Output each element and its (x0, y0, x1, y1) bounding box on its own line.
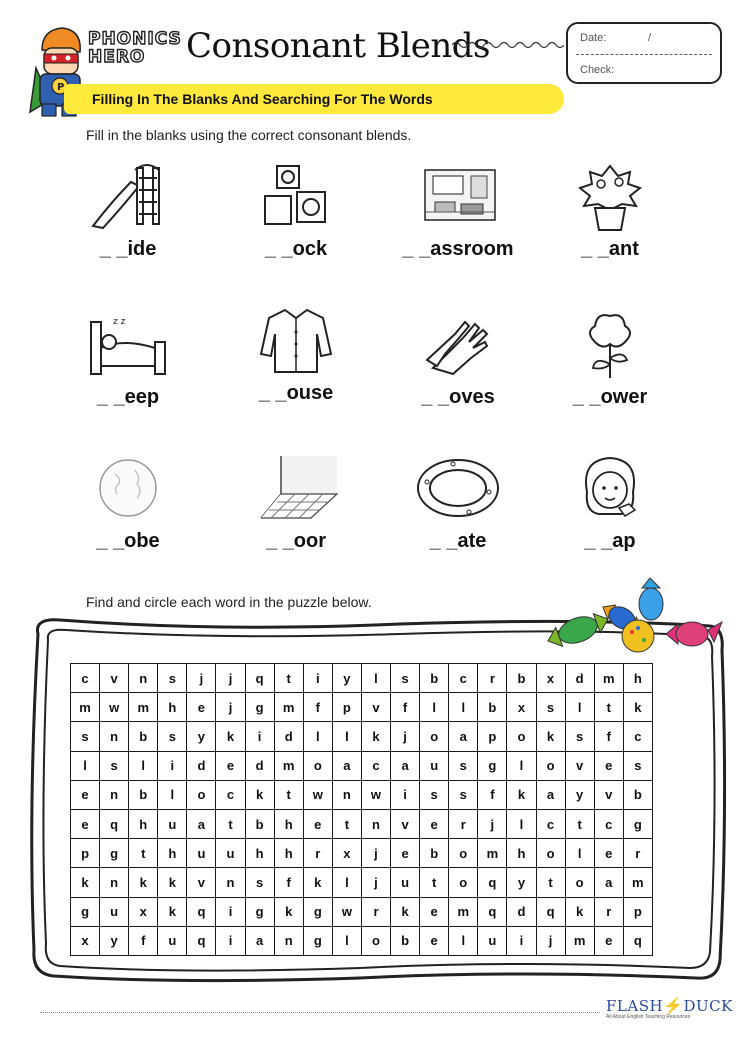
puzzle-cell[interactable]: n (332, 780, 361, 809)
puzzle-cell[interactable]: f (391, 693, 420, 722)
puzzle-cell[interactable]: i (391, 780, 420, 809)
puzzle-cell[interactable]: r (361, 897, 390, 926)
blouse-icon (251, 304, 341, 376)
puzzle-cell[interactable]: b (391, 926, 420, 955)
puzzle-cell[interactable]: a (245, 926, 274, 955)
puzzle-row (71, 751, 653, 780)
puzzle-cell[interactable]: k (71, 868, 100, 897)
puzzle-cell[interactable]: i (245, 722, 274, 751)
puzzle-cell[interactable]: r (478, 664, 507, 693)
puzzle-cell[interactable]: n (361, 809, 390, 838)
svg-text:P: P (57, 82, 65, 93)
puzzle-cell[interactable]: t (274, 664, 303, 693)
puzzle-cell[interactable]: r (623, 839, 652, 868)
puzzle-cell[interactable]: b (129, 722, 158, 751)
puzzle-cell[interactable]: o (420, 722, 449, 751)
puzzle-cell[interactable]: t (565, 809, 594, 838)
puzzle-cell[interactable]: c (71, 664, 100, 693)
word-suffix: ouse (286, 382, 334, 404)
plant-icon (565, 160, 655, 232)
puzzle-cell[interactable]: e (594, 839, 623, 868)
puzzle-cell[interactable]: l (449, 926, 478, 955)
puzzle-cell[interactable]: h (158, 839, 187, 868)
puzzle-cell[interactable]: o (449, 868, 478, 897)
puzzle-cell[interactable]: n (274, 926, 303, 955)
puzzle-cell[interactable]: s (391, 664, 420, 693)
puzzle-cell[interactable]: u (216, 839, 245, 868)
puzzle-cell[interactable]: d (187, 751, 216, 780)
puzzle-cell[interactable]: u (100, 897, 129, 926)
brand-line2: HERO (88, 47, 146, 67)
puzzle-cell[interactable]: w (100, 693, 129, 722)
blank-word (68, 238, 188, 261)
puzzle-cell[interactable]: m (274, 693, 303, 722)
word-search-grid (70, 663, 653, 956)
svg-text:z z: z z (113, 317, 126, 327)
puzzle-cell[interactable]: c (449, 664, 478, 693)
gloves-icon (413, 308, 503, 380)
puzzle-cell[interactable]: c (361, 751, 390, 780)
puzzle-cell[interactable]: l (71, 751, 100, 780)
puzzle-cell[interactable]: j (391, 722, 420, 751)
puzzle-cell[interactable]: n (100, 868, 129, 897)
puzzle-cell[interactable]: g (478, 751, 507, 780)
footer-divider (40, 1012, 600, 1013)
blank-item (550, 308, 670, 409)
blank-placeholder: _ _ (258, 382, 287, 404)
blank-item (236, 160, 356, 261)
puzzle-cell[interactable]: l (361, 664, 390, 693)
puzzle-cell[interactable]: y (565, 780, 594, 809)
puzzle-cell[interactable]: o (507, 722, 536, 751)
puzzle-cell[interactable]: l (420, 693, 449, 722)
puzzle-cell[interactable]: f (594, 722, 623, 751)
puzzle-cell[interactable]: l (332, 722, 361, 751)
puzzle-cell[interactable]: c (536, 809, 565, 838)
puzzle-cell[interactable]: x (71, 926, 100, 955)
puzzle-cell[interactable]: x (507, 693, 536, 722)
puzzle-cell[interactable]: j (478, 809, 507, 838)
date-check-box (566, 22, 722, 84)
puzzle-cell[interactable]: s (623, 751, 652, 780)
blank-placeholder: _ _ (99, 238, 128, 260)
puzzle-cell[interactable]: k (361, 722, 390, 751)
puzzle-row (71, 722, 653, 751)
puzzle-cell[interactable]: b (420, 664, 449, 693)
puzzle-cell[interactable]: f (478, 780, 507, 809)
puzzle-cell[interactable]: u (478, 926, 507, 955)
blank-item (68, 160, 188, 261)
puzzle-row (71, 780, 653, 809)
puzzle-cell[interactable]: t (332, 809, 361, 838)
blank-word (68, 530, 188, 553)
puzzle-cell[interactable]: b (129, 780, 158, 809)
blank-item (398, 160, 518, 261)
puzzle-cell[interactable]: m (478, 839, 507, 868)
puzzle-cell[interactable]: n (100, 780, 129, 809)
puzzle-row (71, 897, 653, 926)
puzzle-cell[interactable]: u (158, 926, 187, 955)
blank-placeholder: _ _ (265, 530, 294, 552)
puzzle-cell[interactable]: h (507, 839, 536, 868)
puzzle-cell[interactable]: o (449, 839, 478, 868)
puzzle-cell[interactable]: w (361, 780, 390, 809)
puzzle-cell[interactable]: t (536, 868, 565, 897)
plate-icon (413, 452, 503, 524)
puzzle-cell[interactable]: u (420, 751, 449, 780)
puzzle-row (71, 868, 653, 897)
blank-item (398, 452, 518, 553)
puzzle-row (71, 664, 653, 693)
puzzle-row (71, 926, 653, 955)
puzzle-cell[interactable]: n (100, 722, 129, 751)
puzzle-cell[interactable]: j (216, 693, 245, 722)
candies-decoration (538, 572, 728, 662)
puzzle-cell[interactable]: v (187, 868, 216, 897)
puzzle-cell[interactable]: u (187, 839, 216, 868)
puzzle-cell[interactable]: t (420, 868, 449, 897)
puzzle-cell[interactable]: a (449, 722, 478, 751)
puzzle-cell[interactable]: d (245, 751, 274, 780)
puzzle-cell[interactable]: g (245, 897, 274, 926)
puzzle-cell[interactable]: s (536, 693, 565, 722)
puzzle-cell[interactable]: b (507, 664, 536, 693)
puzzle-cell[interactable]: d (274, 722, 303, 751)
puzzle-cell[interactable]: w (332, 897, 361, 926)
puzzle-cell[interactable]: k (507, 780, 536, 809)
puzzle-cell[interactable]: j (361, 839, 390, 868)
phonics-hero-logo-text (88, 30, 180, 76)
puzzle-cell[interactable]: v (391, 809, 420, 838)
blank-word (68, 386, 188, 409)
puzzle-cell[interactable]: a (187, 809, 216, 838)
puzzle-cell[interactable]: t (129, 839, 158, 868)
puzzle-row (71, 693, 653, 722)
puzzle-cell[interactable]: f (303, 693, 332, 722)
puzzle-cell[interactable]: k (158, 897, 187, 926)
puzzle-cell[interactable]: a (536, 780, 565, 809)
puzzle-cell[interactable]: k (129, 868, 158, 897)
puzzle-cell[interactable]: u (391, 868, 420, 897)
classroom-icon (413, 160, 503, 232)
puzzle-cell[interactable]: e (420, 897, 449, 926)
blank-word (236, 382, 356, 405)
puzzle-cell[interactable]: g (100, 839, 129, 868)
word-suffix: ant (608, 238, 639, 260)
puzzle-cell[interactable]: h (623, 664, 652, 693)
blank-placeholder: _ _ (402, 238, 431, 260)
puzzle-cell[interactable]: e (71, 809, 100, 838)
puzzle-cell[interactable]: s (100, 751, 129, 780)
puzzle-cell[interactable]: s (565, 722, 594, 751)
puzzle-cell[interactable]: c (594, 809, 623, 838)
puzzle-cell[interactable]: i (303, 664, 332, 693)
puzzle-cell[interactable]: q (187, 926, 216, 955)
puzzle-cell[interactable]: r (449, 809, 478, 838)
puzzle-cell[interactable]: b (478, 693, 507, 722)
puzzle-cell[interactable]: x (129, 897, 158, 926)
check-label: Check: (580, 64, 615, 76)
puzzle-cell[interactable]: m (129, 693, 158, 722)
blank-word (236, 530, 356, 553)
puzzle-cell[interactable]: d (507, 897, 536, 926)
puzzle-cell[interactable]: q (536, 897, 565, 926)
puzzle-cell[interactable]: x (536, 664, 565, 693)
puzzle-cell[interactable]: s (449, 780, 478, 809)
girl-clapping-icon (565, 452, 655, 524)
blank-item (236, 452, 356, 553)
puzzle-cell[interactable]: f (129, 926, 158, 955)
blank-placeholder: _ _ (429, 530, 458, 552)
puzzle-cell[interactable]: k (274, 897, 303, 926)
puzzle-cell[interactable]: f (274, 868, 303, 897)
blank-word (398, 386, 518, 409)
word-suffix: obe (124, 530, 160, 552)
word-suffix: ock (292, 238, 328, 260)
puzzle-cell[interactable]: j (361, 868, 390, 897)
globe-icon (83, 452, 173, 524)
puzzle-cell[interactable]: p (332, 693, 361, 722)
puzzle-cell[interactable]: k (391, 897, 420, 926)
puzzle-cell[interactable]: k (216, 722, 245, 751)
puzzle-cell[interactable]: n (129, 664, 158, 693)
puzzle-cell[interactable]: u (158, 809, 187, 838)
puzzle-cell[interactable]: b (420, 839, 449, 868)
puzzle-cell[interactable]: t (594, 693, 623, 722)
puzzle-cell[interactable]: g (71, 897, 100, 926)
puzzle-cell[interactable]: v (100, 664, 129, 693)
puzzle-cell[interactable]: o (565, 868, 594, 897)
puzzle-cell[interactable]: c (623, 722, 652, 751)
word-suffix: ap (612, 530, 636, 552)
date-divider (576, 54, 712, 55)
puzzle-cell[interactable]: s (71, 722, 100, 751)
puzzle-cell[interactable]: c (216, 780, 245, 809)
puzzle-cell[interactable]: k (623, 693, 652, 722)
puzzle-cell[interactable]: s (449, 751, 478, 780)
puzzle-cell[interactable]: y (100, 926, 129, 955)
puzzle-cell[interactable]: b (245, 809, 274, 838)
puzzle-cell[interactable]: a (594, 868, 623, 897)
puzzle-cell[interactable]: o (536, 839, 565, 868)
word-suffix: eep (124, 386, 160, 408)
blank-placeholder: _ _ (264, 238, 293, 260)
puzzle-cell[interactable]: s (158, 722, 187, 751)
puzzle-cell[interactable]: d (565, 664, 594, 693)
word-suffix: ower (600, 386, 648, 408)
puzzle-cell[interactable]: e (303, 809, 332, 838)
puzzle-cell[interactable]: m (71, 693, 100, 722)
puzzle-cell[interactable]: g (623, 809, 652, 838)
blank-placeholder: _ _ (584, 530, 613, 552)
puzzle-cell[interactable]: e (216, 751, 245, 780)
puzzle-cell[interactable]: i (158, 751, 187, 780)
puzzle-cell[interactable]: k (158, 868, 187, 897)
puzzle-cell[interactable]: x (332, 839, 361, 868)
puzzle-cell[interactable]: p (71, 839, 100, 868)
puzzle-cell[interactable]: q (478, 897, 507, 926)
puzzle-row (71, 839, 653, 868)
puzzle-cell[interactable]: p (478, 722, 507, 751)
tagline-left: All About English (606, 1014, 644, 1020)
puzzle-cell[interactable]: t (216, 809, 245, 838)
puzzle-cell[interactable]: k (303, 868, 332, 897)
puzzle-cell[interactable]: q (245, 664, 274, 693)
word-suffix: oves (449, 386, 495, 408)
blank-word (550, 238, 670, 261)
sleeping-person-icon (83, 308, 173, 380)
floor-icon (251, 452, 341, 524)
blank-placeholder: _ _ (581, 238, 609, 260)
puzzle-cell[interactable]: i (216, 897, 245, 926)
puzzle-cell[interactable]: n (216, 868, 245, 897)
brand-left: FLASH (606, 997, 664, 1015)
puzzle-cell[interactable]: s (245, 868, 274, 897)
blocks-icon (251, 160, 341, 232)
blank-word (550, 530, 670, 553)
puzzle-cell[interactable]: m (274, 751, 303, 780)
puzzle-cell[interactable]: l (129, 751, 158, 780)
puzzle-cell[interactable]: j (187, 664, 216, 693)
tagline-right: Teaching Resources (644, 1014, 691, 1020)
puzzle-cell[interactable]: s (158, 664, 187, 693)
find-instruction: Find and circle each word in the puzzle below. (86, 594, 372, 610)
puzzle-cell[interactable]: y (187, 722, 216, 751)
puzzle-cell[interactable]: m (594, 664, 623, 693)
puzzle-cell[interactable]: l (565, 839, 594, 868)
puzzle-cell[interactable]: l (507, 751, 536, 780)
blank-item (550, 452, 670, 553)
puzzle-cell[interactable]: q (623, 926, 652, 955)
puzzle-cell[interactable]: y (332, 664, 361, 693)
puzzle-cell[interactable]: l (565, 693, 594, 722)
squiggle-decoration (452, 38, 564, 52)
puzzle-row (71, 809, 653, 838)
puzzle-cell[interactable]: o (361, 926, 390, 955)
blank-placeholder: _ _ (96, 386, 125, 408)
puzzle-cell[interactable]: k (536, 722, 565, 751)
puzzle-cell[interactable]: r (594, 897, 623, 926)
blank-word (398, 238, 518, 261)
word-suffix: assroom (430, 238, 514, 260)
blank-item (236, 304, 356, 405)
puzzle-cell[interactable]: k (565, 897, 594, 926)
brand-right: DUCK (683, 997, 733, 1015)
puzzle-cell[interactable]: l (158, 780, 187, 809)
blank-word (550, 386, 670, 409)
puzzle-cell[interactable]: o (303, 751, 332, 780)
flower-icon (565, 308, 655, 380)
date-label: Date: (580, 32, 607, 44)
puzzle-cell[interactable]: m (623, 868, 652, 897)
puzzle-cell[interactable]: a (332, 751, 361, 780)
puzzle-cell[interactable]: i (216, 926, 245, 955)
blank-placeholder: _ _ (96, 530, 125, 552)
puzzle-cell[interactable]: e (420, 809, 449, 838)
puzzle-cell[interactable]: h (274, 809, 303, 838)
puzzle-cell[interactable]: e (187, 693, 216, 722)
puzzle-cell[interactable]: l (507, 809, 536, 838)
puzzle-cell[interactable]: i (507, 926, 536, 955)
puzzle-cell[interactable]: j (536, 926, 565, 955)
date-separator: / (648, 32, 652, 44)
puzzle-cell[interactable]: q (100, 809, 129, 838)
puzzle-cell[interactable]: t (274, 780, 303, 809)
puzzle-cell[interactable]: h (129, 809, 158, 838)
puzzle-cell[interactable]: m (565, 926, 594, 955)
puzzle-cell[interactable]: v (594, 780, 623, 809)
word-suffix: ate (457, 530, 487, 552)
puzzle-cell[interactable]: p (623, 897, 652, 926)
puzzle-cell[interactable]: y (507, 868, 536, 897)
lightning-icon: ⚡ (663, 996, 684, 1015)
puzzle-cell[interactable]: g (303, 926, 332, 955)
flashduck-logo (606, 996, 733, 1024)
puzzle-cell[interactable]: e (594, 926, 623, 955)
blank-item (68, 452, 188, 553)
puzzle-cell[interactable]: k (245, 780, 274, 809)
blank-placeholder: _ _ (421, 386, 450, 408)
blank-word (398, 530, 518, 553)
puzzle-cell[interactable]: b (623, 780, 652, 809)
blank-item (398, 308, 518, 409)
puzzle-cell[interactable]: l (332, 868, 361, 897)
puzzle-cell[interactable]: r (303, 839, 332, 868)
puzzle-cell[interactable]: l (449, 693, 478, 722)
puzzle-cell[interactable]: g (245, 693, 274, 722)
puzzle-cell[interactable]: e (71, 780, 100, 809)
word-suffix: oor (293, 530, 327, 552)
blank-word (236, 238, 356, 261)
blank-item (68, 308, 188, 409)
fill-instruction: Fill in the blanks using the correct consonant blends. (86, 127, 412, 143)
puzzle-cell[interactable]: s (420, 780, 449, 809)
puzzle-cell[interactable]: o (187, 780, 216, 809)
brand-line1: PHONICS (88, 29, 182, 49)
puzzle-cell[interactable]: j (216, 664, 245, 693)
puzzle-cell[interactable]: m (449, 897, 478, 926)
blank-item (550, 160, 670, 261)
puzzle-cell[interactable]: h (245, 839, 274, 868)
worksheet-title: Consonant Blends (186, 26, 490, 66)
puzzle-cell[interactable]: h (158, 693, 187, 722)
puzzle-cell[interactable]: v (565, 751, 594, 780)
puzzle-cell[interactable]: v (361, 693, 390, 722)
worksheet-subtitle: Filling In The Blanks And Searching For The Words (92, 91, 433, 107)
puzzle-cell[interactable]: o (536, 751, 565, 780)
puzzle-cell[interactable]: e (391, 839, 420, 868)
puzzle-cell[interactable]: g (303, 897, 332, 926)
puzzle-cell[interactable]: e (420, 926, 449, 955)
puzzle-cell[interactable]: w (303, 780, 332, 809)
word-suffix: ide (127, 238, 157, 260)
puzzle-cell[interactable]: h (274, 839, 303, 868)
puzzle-cell[interactable]: q (187, 897, 216, 926)
puzzle-cell[interactable]: l (303, 722, 332, 751)
slide-icon (83, 160, 173, 232)
blank-placeholder: _ _ (572, 386, 601, 408)
puzzle-cell[interactable]: e (594, 751, 623, 780)
puzzle-cell[interactable]: a (391, 751, 420, 780)
puzzle-cell[interactable]: l (332, 926, 361, 955)
puzzle-cell[interactable]: q (478, 868, 507, 897)
